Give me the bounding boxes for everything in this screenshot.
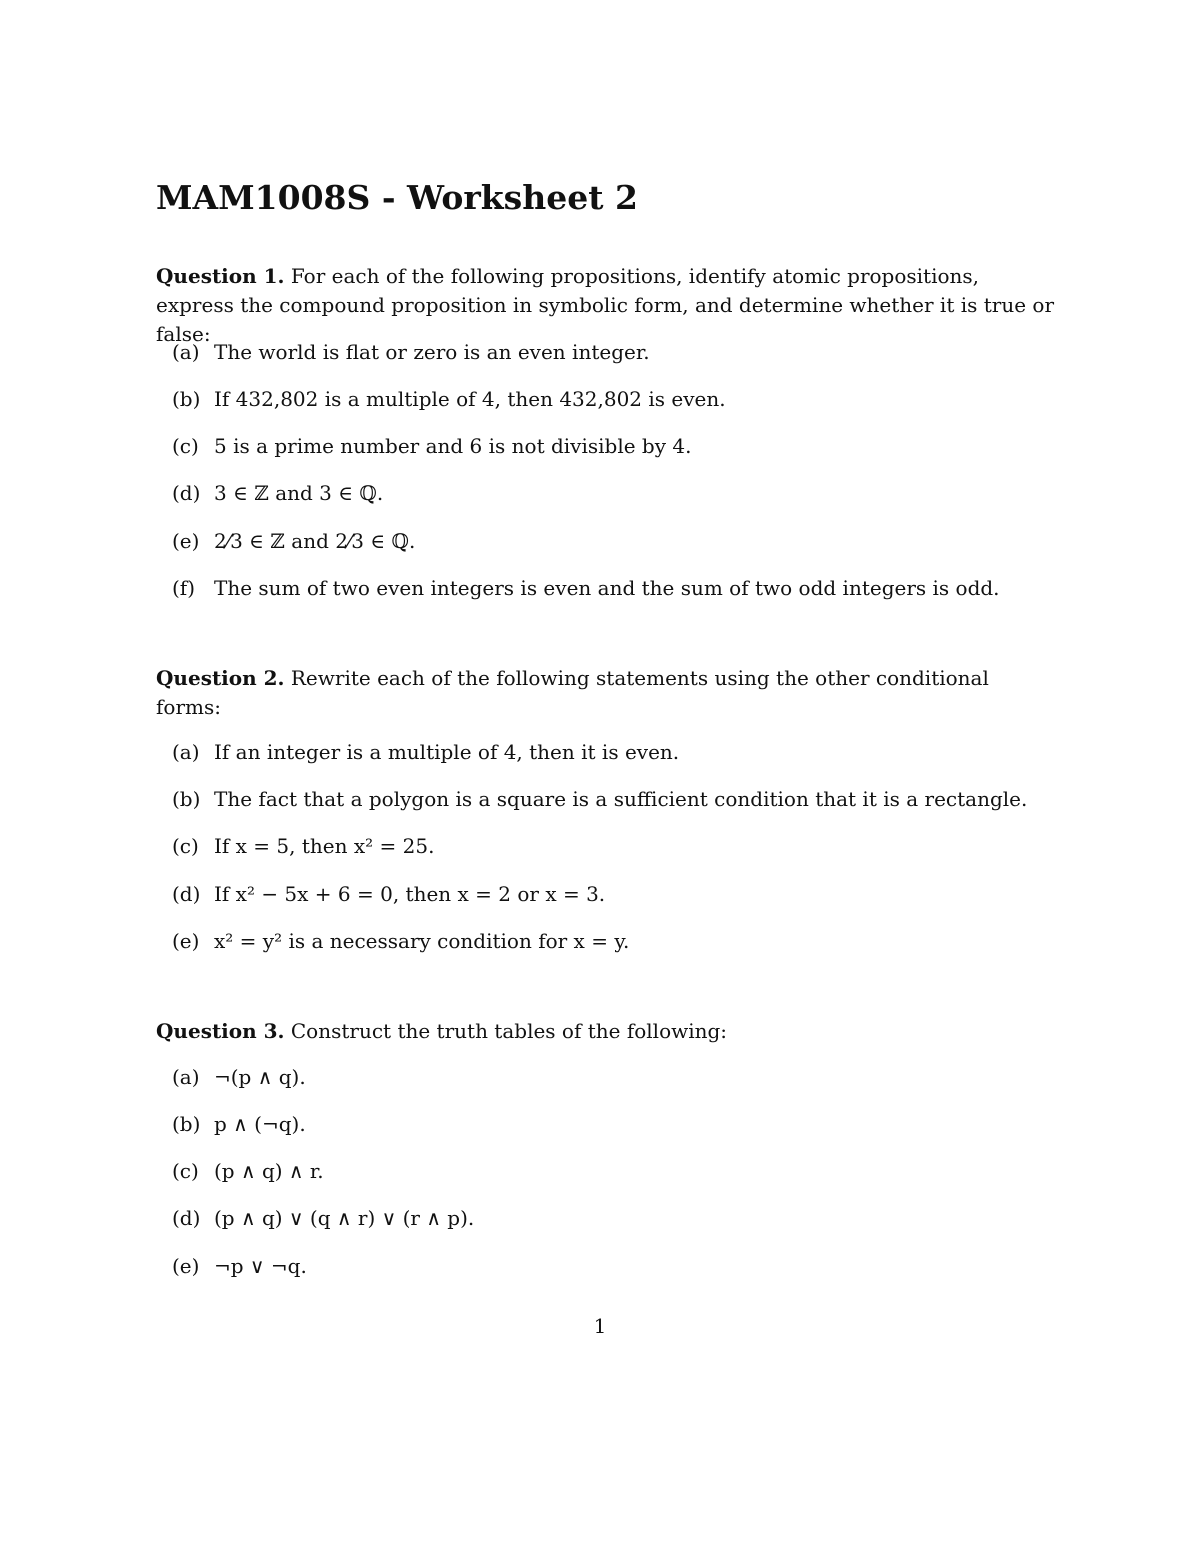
list-item <box>172 1254 307 1278</box>
item-text: x² = y² is a necessary condition for x = y. <box>214 929 630 953</box>
list-item <box>172 787 1027 811</box>
list-item <box>172 1065 306 1089</box>
list-item <box>172 929 629 953</box>
list-item <box>172 740 679 764</box>
list-item <box>172 340 650 364</box>
item-label: (d) <box>172 481 201 505</box>
question-1-text: For each of the following propositions, identify atomic propositions, express the compound proposition in symbolic form, and determine whether it is true or false: <box>156 264 1055 346</box>
item-text: The world is flat or zero is an even integer. <box>214 340 650 364</box>
list-item <box>172 387 726 411</box>
item-label: (e) <box>172 929 200 953</box>
question-3-text: Construct the truth tables of the following: <box>290 1019 728 1043</box>
item-label: (a) <box>172 1065 200 1089</box>
item-text: If x² − 5x + 6 = 0, then x = 2 or x = 3. <box>214 882 606 906</box>
item-label: (c) <box>172 1159 199 1183</box>
question-3-heading: Question 3. <box>156 1019 285 1043</box>
item-text: The fact that a polygon is a square is a sufficient condition that it is a rectangle. <box>214 787 1028 811</box>
list-item <box>172 1206 474 1230</box>
item-text: If x = 5, then x² = 25. <box>214 834 435 858</box>
item-text: The sum of two even integers is even and the sum of two odd integers is odd. <box>214 576 1000 600</box>
item-text: If an integer is a multiple of 4, then it is even. <box>214 740 680 764</box>
item-label: (c) <box>172 434 199 458</box>
item-label: (e) <box>172 529 200 553</box>
question-1-heading: Question 1. <box>156 264 285 288</box>
item-label: (a) <box>172 340 200 364</box>
list-item <box>172 834 434 858</box>
item-text: (p ∧ q) ∨ (q ∧ r) ∨ (r ∧ p). <box>214 1206 475 1230</box>
item-label: (b) <box>172 1112 201 1136</box>
item-text: ¬(p ∧ q). <box>214 1065 306 1089</box>
question-2-prompt <box>156 664 1056 722</box>
page-number: 1 <box>593 1314 607 1338</box>
list-item <box>172 576 1000 600</box>
question-2-text: Rewrite each of the following statements using the other conditional forms: <box>156 666 989 719</box>
item-label: (d) <box>172 1206 201 1230</box>
item-text: p ∧ (¬q). <box>214 1112 306 1136</box>
item-label: (c) <box>172 834 199 858</box>
list-item <box>172 434 691 458</box>
question-3-prompt <box>156 1017 1056 1046</box>
item-text: If 432,802 is a multiple of 4, then 432,802 is even. <box>214 387 726 411</box>
question-2-heading: Question 2. <box>156 666 285 690</box>
page-title: MAM1008S - Worksheet 2 <box>156 178 638 217</box>
item-label: (d) <box>172 882 201 906</box>
list-item <box>172 1112 306 1136</box>
item-text: 5 is a prime number and 6 is not divisible by 4. <box>214 434 692 458</box>
item-label: (b) <box>172 787 201 811</box>
item-text: 3 ∈ ℤ and 3 ∈ ℚ. <box>214 481 384 505</box>
item-label: (b) <box>172 387 201 411</box>
list-item <box>172 882 605 906</box>
list-item <box>172 529 415 553</box>
list-item <box>172 481 383 505</box>
item-label: (e) <box>172 1254 200 1278</box>
item-label: (f) <box>172 576 196 600</box>
item-text: 2⁄3 ∈ ℤ and 2⁄3 ∈ ℚ. <box>214 529 416 553</box>
list-item <box>172 1159 324 1183</box>
item-text: ¬p ∨ ¬q. <box>214 1254 307 1278</box>
item-label: (a) <box>172 740 200 764</box>
question-1-prompt <box>156 262 1056 349</box>
item-text: (p ∧ q) ∧ r. <box>214 1159 324 1183</box>
